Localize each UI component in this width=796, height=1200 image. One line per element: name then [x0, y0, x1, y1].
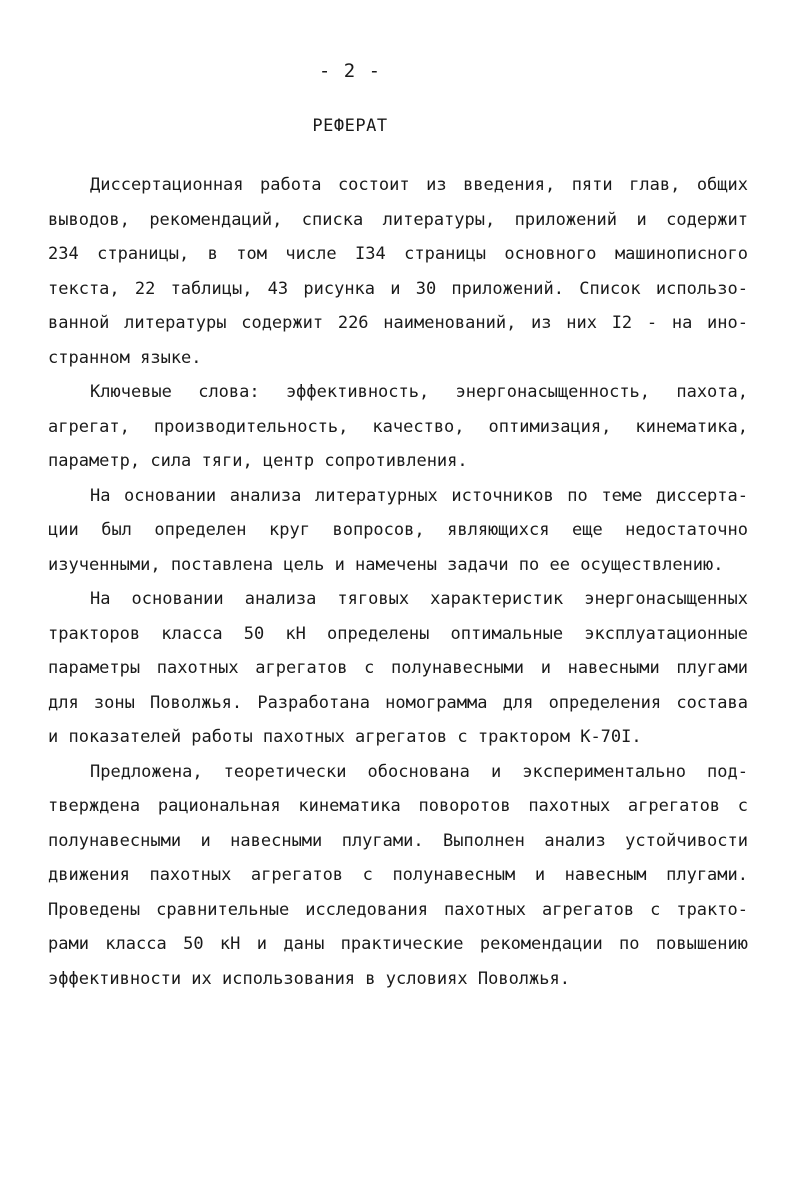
text-line: параметры пахотных агрегатов с полунавесными и навесными плугами	[48, 658, 748, 678]
text-line: агрегат, производительность, качество, оптимизация, кинематика,	[48, 416, 748, 437]
paragraph-structure	[48, 168, 748, 375]
text-line: ванной литературы содержит 226 наименований, из них I2 - на ино-	[48, 313, 748, 333]
text-line: изученными, поставлена цель и намечены задачи по ее осуществлению.	[48, 554, 724, 575]
text-line: рами класса 50 кН и даны практические рекомендации по повышению	[48, 934, 748, 954]
text-line: На основании анализа литературных источников по теме диссерта-	[90, 485, 748, 506]
text-line: тракторов класса 50 кН определены оптимальные эксплуатационные	[48, 623, 748, 644]
page-title: РЕФЕРАТ	[312, 116, 388, 136]
text-line: выводов, рекомендаций, списка литературы, приложений и содержит	[48, 209, 748, 230]
abstract-body	[48, 168, 748, 996]
text-line: движения пахотных агрегатов с полунавесным и навесным плугами.	[48, 865, 748, 885]
text-line: 234 страницы, в том числе I34 страницы основного машинописного	[48, 244, 748, 264]
text-line: для зоны Поволжья. Разработана номограмма для определения состава	[48, 692, 748, 713]
text-line: ции был определен круг вопросов, являющихся еще недостаточно	[48, 520, 748, 540]
text-line: эффективности их использования в условиях Поволжья.	[48, 968, 570, 989]
paragraph-traction-analysis	[48, 582, 748, 755]
text-line: Проведены сравнительные исследования пахотных агрегатов с тракто-	[48, 899, 748, 920]
text-line: Диссертационная работа состоит из введения, пяти глав, общих	[90, 175, 748, 195]
text-line: Предложена, теоретически обоснована и экспериментально под-	[90, 761, 748, 782]
page-number: - 2 -	[318, 60, 382, 82]
text-line: тверждена рациональная кинематика поворотов пахотных агрегатов с	[48, 796, 748, 816]
text-line: странном языке.	[48, 347, 202, 368]
text-line: Ключевые слова: эффективность, энергонасыщенность, пахота,	[90, 382, 748, 402]
text-line: текста, 22 таблицы, 43 рисунка и 30 приложений. Список использо-	[48, 278, 748, 299]
text-line: На основании анализа тяговых характеристик энергонасыщенных	[90, 589, 748, 609]
paragraph-kinematics	[48, 755, 748, 997]
text-line: полунавесными и навесными плугами. Выполнен анализ устойчивости	[48, 830, 748, 851]
paragraph-literature-analysis	[48, 479, 748, 583]
text-line: параметр, сила тяги, центр сопротивления.	[48, 451, 468, 471]
text-line: и показателей работы пахотных агрегатов с трактором К-70I.	[48, 727, 642, 747]
paragraph-keywords	[48, 375, 748, 479]
